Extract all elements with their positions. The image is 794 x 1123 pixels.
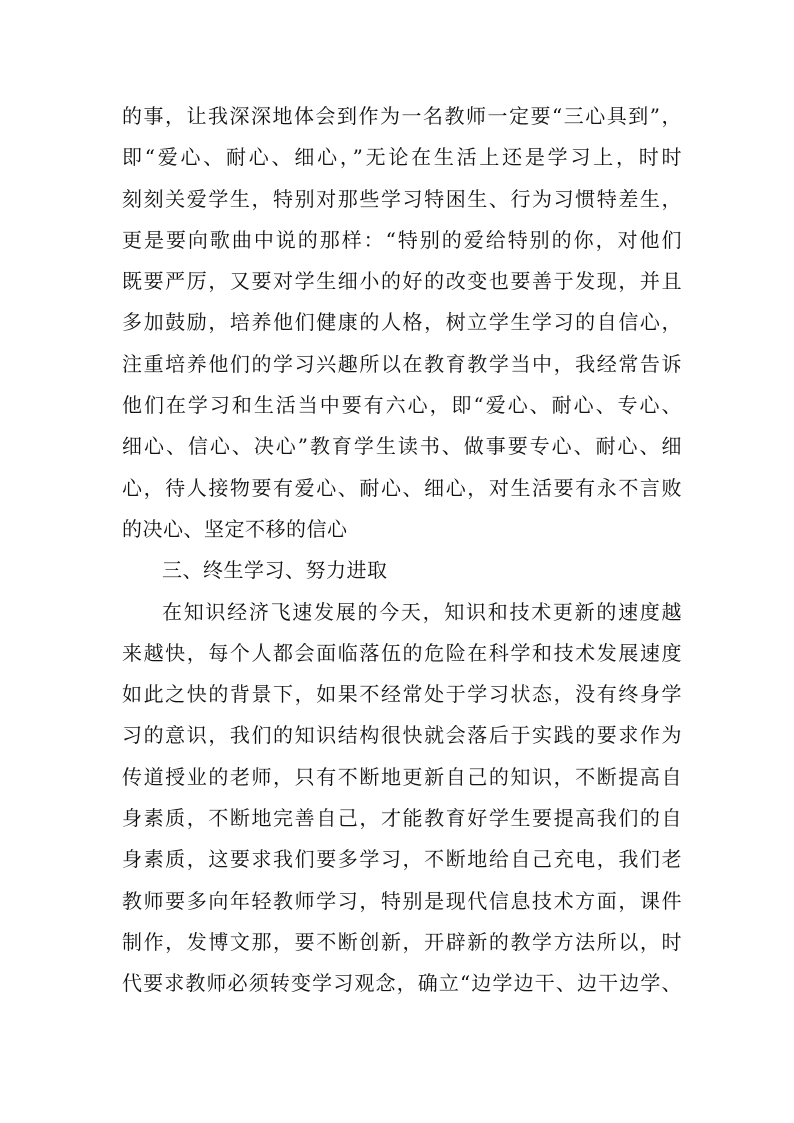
text-line: 既要严厉，又要对学生细小的好的改变也要善于发现，并且	[122, 269, 682, 294]
text-line: 代要求教师必须转变学习观念，确立“边学边干、边干边学、	[122, 971, 682, 996]
text-line: 如此之快的背景下，如果不经常处于学习状态，没有终身学	[122, 682, 682, 707]
text-line: 的事，让我深深地体会到作为一名教师一定要“三心具到”，	[122, 104, 682, 128]
text-line: 身素质，不断地完善自己，才能教育好学生要提高我们的自	[122, 806, 682, 831]
text-line: 他们在学习和生活当中要有六心，即“爱心、耐心、专心、	[122, 393, 682, 418]
text-line: 身素质，这要求我们要多学习，不断地给自己充电，我们老	[122, 847, 682, 872]
body-text	[122, 96, 682, 1005]
text-line: 细心、信心、决心”教育学生读书、做事要专心、耐心、细	[122, 434, 682, 459]
text-line: 教师要多向年轻教师学习，特别是现代信息技术方面，课件	[122, 888, 682, 913]
section-heading: 三、终生学习、努力进取	[162, 558, 388, 583]
text-line: 更是要向歌曲中说的那样：“特别的爱给特别的你，对他们	[122, 227, 682, 252]
text-line: 来越快，每个人都会面临落伍的危险在科学和技术发展速度	[122, 640, 682, 665]
text-line: 在知识经济飞速发展的今天，知识和技术更新的速度越	[162, 599, 682, 624]
text-line: 多加鼓励，培养他们健康的人格，树立学生学习的自信心，	[122, 310, 682, 335]
text-line: 注重培养他们的学习兴趣所以在教育教学当中，我经常告诉	[122, 351, 682, 376]
text-line: 制作，发博文那，要不断创新，开辟新的教学方法所以，时	[122, 929, 682, 954]
text-line: 即“爱心、耐心、细心，”无论在生活上还是学习上，时时	[122, 145, 682, 170]
text-line: 的决心、坚定不移的信心	[122, 516, 348, 541]
text-line: 传道授业的老师，只有不断地更新自己的知识，不断提高自	[122, 764, 682, 789]
text-line: 习的意识，我们的知识结构很快就会落后于实践的要求作为	[122, 723, 682, 748]
text-line: 心，待人接物要有爱心、耐心、细心，对生活要有永不言败	[122, 475, 682, 500]
text-line: 刻刻关爱学生，特别对那些学习特困生、行为习惯特差生，	[122, 186, 682, 211]
